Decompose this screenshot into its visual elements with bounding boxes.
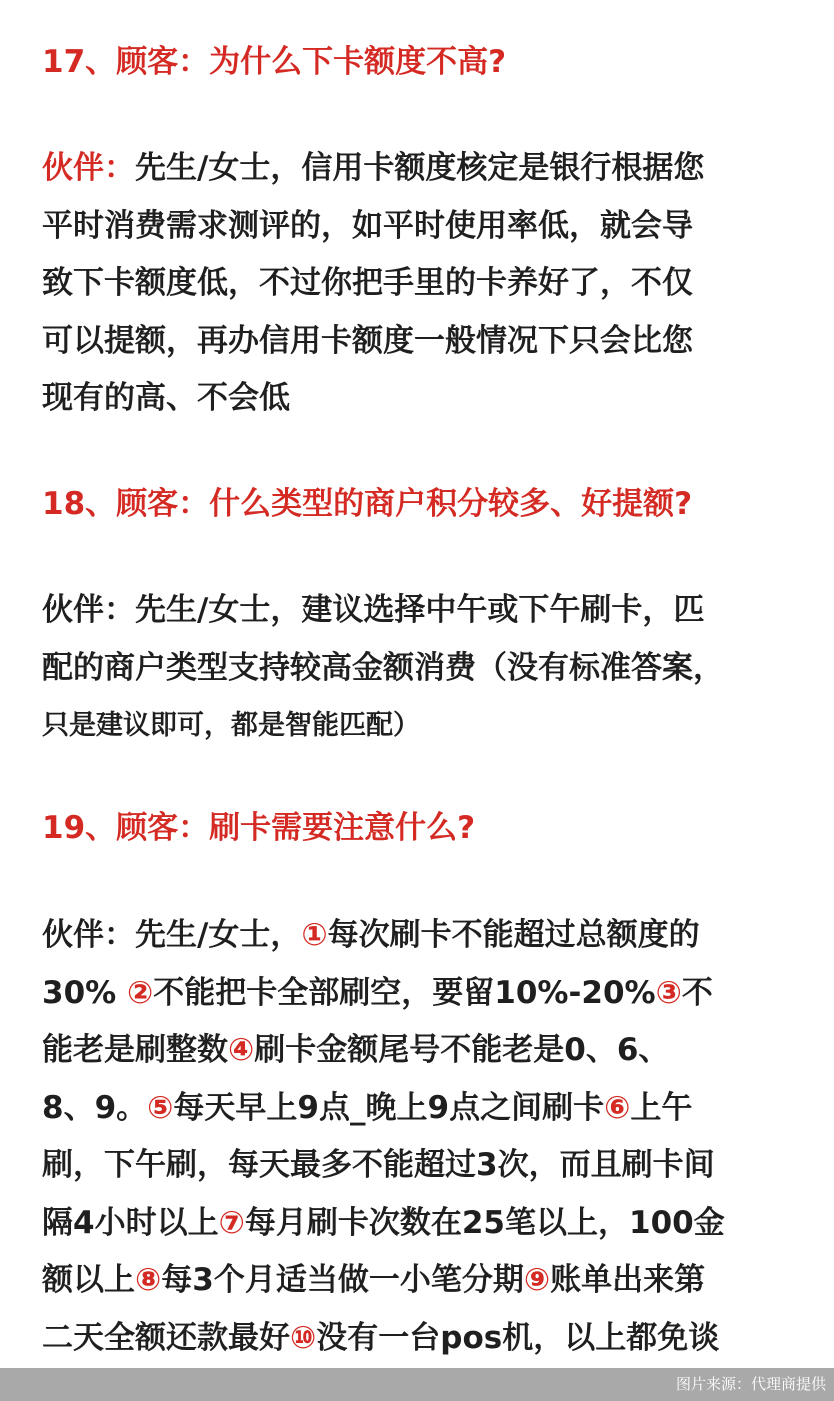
answer-text <box>42 582 802 755</box>
qa-item-17 <box>42 42 802 82</box>
answer-line-text: 先生/女士，建议选择中午或下午刷卡，匹 <box>135 592 705 628</box>
caption-bar <box>0 1368 834 1401</box>
answer-block-19 <box>42 907 802 1367</box>
answer-role-label: 伙伴： <box>42 592 135 628</box>
answer-line <box>42 140 802 198</box>
circled-number: ⑩ <box>290 1319 317 1356</box>
answer-line: 能老是刷整数④刷卡金额尾号不能老是0、6、 <box>42 1032 670 1068</box>
answer-text <box>42 907 802 1367</box>
answer-line: 隔4小时以上⑦每月刷卡次数在25笔以上，100金 <box>42 1204 725 1241</box>
answer-role-label: 伙伴： <box>42 150 135 186</box>
answer-line: 只是建议即可，都是智能匹配） <box>42 710 420 741</box>
answer-line: 刷，下午刷，每天最多不能超过3次，而且刷卡间 <box>42 1147 715 1183</box>
circled-number: ⑧ <box>135 1262 162 1298</box>
qa-item-18 <box>42 484 802 524</box>
answer-line: 现有的高、不会低 <box>42 380 290 416</box>
answer-line: 致下卡额度低，不过你把手里的卡养好了，不仅 <box>42 265 693 301</box>
answer-line: 30% ②不能把卡全部刷空，要留10%-20%③不 <box>42 974 713 1011</box>
answer-block-17 <box>42 140 802 428</box>
qa-item-19 <box>42 808 802 848</box>
circled-number: ① <box>301 917 328 953</box>
answer-line-text: 先生/女士，①每次刷卡不能超过总额度的 <box>135 917 700 953</box>
circled-number: ④ <box>228 1032 255 1068</box>
answer-line: 可以提额，再办信用卡额度一般情况下只会比您 <box>42 322 693 359</box>
answer-role-label: 伙伴： <box>42 917 135 953</box>
image-source-caption: 图片来源：代理商提供 <box>675 1375 826 1393</box>
answer-line <box>42 907 802 965</box>
circled-number: ⑥ <box>604 1089 631 1126</box>
answer-line: 平时消费需求测评的，如平时使用率低，就会导 <box>42 207 693 244</box>
answer-line: 配的商户类型支持较高金额消费（没有标准答案， <box>42 649 724 686</box>
answer-line <box>42 582 802 640</box>
question-heading: 17、顾客：为什么下卡额度不高? <box>42 44 507 80</box>
answer-block-18 <box>42 582 802 755</box>
circled-number: ⑨ <box>523 1262 551 1298</box>
answer-line: 8、9。⑤每天早上9点_晚上9点之间刷卡⑥上午 <box>42 1089 693 1126</box>
question-heading: 19、顾客：刷卡需要注意什么? <box>42 810 476 846</box>
circled-number: ② <box>127 974 154 1011</box>
circled-number: ⑦ <box>218 1204 245 1241</box>
question-heading: 18、顾客：什么类型的商户积分较多、好提额? <box>42 486 693 522</box>
answer-line-text: 先生/女士，信用卡额度核定是银行根据您 <box>135 150 705 186</box>
answer-line: 二天全额还款最好⑩没有一台pos机，以上都免谈 <box>42 1319 720 1356</box>
circled-number: ③ <box>655 974 682 1011</box>
answer-line: 额以上⑧每3个月适当做一小笔分期⑨账单出来第 <box>42 1262 706 1298</box>
circled-number: ⑤ <box>147 1089 174 1126</box>
answer-text <box>42 140 802 428</box>
